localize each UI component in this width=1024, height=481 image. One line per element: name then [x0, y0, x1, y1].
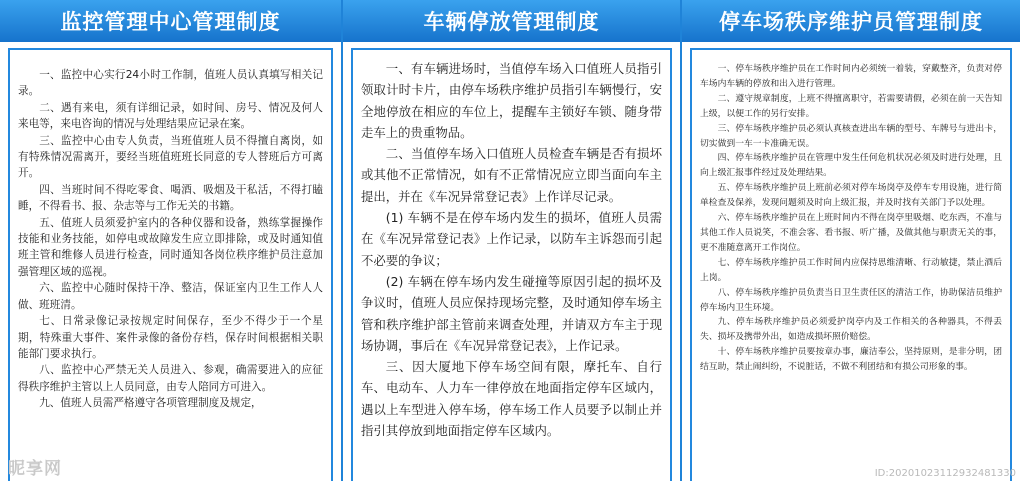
rule-paragraph: 二、遵守规章制度，上班不得擅离职守，若需要请假，必须在前一天告知上级，以便工作的另行安排。: [700, 93, 1002, 119]
rule-paragraph: 四、停车场秩序维护员在管理中发生任何危机状况必须及时进行处理，且向上级汇报事件经过及处理结果。: [700, 153, 1002, 179]
rule-paragraph: 九、值班人员需严格遵守各项管理制度及规定，: [39, 397, 262, 410]
rule-paragraph: 二、当值停车场入口值班人员检查车辆是否有损坏或其他不正常情况，如有不正常情况应立即当面向车主提出，并在《车况异常登记表》上作详尽记录。: [361, 146, 662, 204]
rule-paragraph: 六、监控中心随时保持干净、整洁，保证室内卫生工作人人做、班班清。: [18, 282, 323, 311]
watermark-logo: 昵享网: [8, 459, 62, 479]
watermark-id: ID:20201023112932481330: [874, 468, 1016, 479]
rule-paragraph: 五、停车场秩序维护员上班前必须对停车场岗亭及停车专用设施，进行简单检查及保养，发现问题须及时向上级汇报，并及时找有关部门予以处理。: [700, 183, 1002, 209]
panel-vehicle-parking: [341, 0, 682, 481]
rule-paragraph: 六、停车场秩序维护员在上班时间内不得在岗亭里吸烟、吃东西，不准与其他工作人员说笑，不准会客、看书报、听广播，及做其他与职责无关的事，更不准随意离开工作岗位。: [700, 213, 1002, 253]
rule-paragraph: 五、值班人员须爱护室内的各种仪器和设备，熟练掌握操作技能和业务技能，如停电或故障发生应立即排除，或及时通知值班主管和维修人员进行检查，同时通知各岗位秩序维护员注意加强管理区域的巡视。: [18, 216, 323, 278]
panel-parking-order-staff: [682, 0, 1020, 481]
rule-paragraph: (2) 车辆在停车场内发生碰撞等原因引起的损坏及争议时，值班人员应保持现场完整，及时通知停车场主管和秩序维护部主管前来调查处理，并请双方车主于现场协调，事后在《车况异常登记表》，上作记录。: [361, 273, 662, 353]
panel-body: [690, 48, 1012, 481]
rule-paragraph: 一、有车辆进场时，当值停车场入口值班人员指引领取计时卡片，由停车场秩序维护员指引车辆慢行，安全地停放在相应的车位上，提醒车主锁好车锁、随身带走车上的贵重物品。: [361, 61, 662, 140]
panel-body: [351, 48, 672, 481]
rule-paragraph: (1) 车辆不是在停车场内发生的损坏，值班人员需在《车况异常登记表》上作记录，以防车主诉怨而引起不必要的争议；: [361, 210, 662, 268]
rule-paragraph: 一、监控中心实行24小时工作制，值班人员认真填写相关记录。: [18, 69, 323, 98]
rule-paragraph: 七、日常录像记录按规定时间保存，至少不得少于一个星期，特殊重大事件、案件录像的备份存档，保存时间根据相关职能部门要求执行。: [18, 315, 323, 360]
rule-paragraph: 十、停车场秩序维护员要按章办事，廉洁奉公，坚持原则，是非分明，团结互助，禁止闹纠纷，不说脏话，不做不利团结和有损公司形象的事。: [700, 347, 1002, 373]
rule-paragraph: 九、停车场秩序维护员必须爱护岗亭内及工作相关的各种器具，不得丢失、损坏及携带外出，如造成损坏照价赔偿。: [700, 317, 1002, 343]
rule-paragraph: 八、停车场秩序维护员负责当日卫生责任区的清洁工作，协助保洁员维护停车场内卫生环境。: [700, 287, 1002, 313]
rule-paragraph: 三、因大厦地下停车场空间有限，摩托车、自行车、电动车、人力车一律停放在地面指定停车区域内，遇以上车型进入停车场，停车场工作人员要予以制止并指引其停放到地面指定停车区域内。: [361, 359, 662, 439]
panel-body: [8, 48, 333, 481]
rule-paragraph: 二、遇有来电，须有详细记录，如时间、房号、情况及何人来电等，来电咨询的情况与处理结果应记录在案。: [18, 101, 323, 131]
rule-paragraph: 八、监控中心严禁无关人员进入、参观，确需要进入的应征得秩序维护主管以上人员同意，由专人陪同方可进入。: [18, 364, 323, 393]
rule-paragraph: 七、停车场秩序维护员工作时间内应保持思维清晰、行动敏捷，禁止酒后上岗。: [700, 257, 1002, 283]
rule-paragraph: 三、监控中心由专人负责，当班值班人员不得擅自离岗，如有特殊情况需离开，要经当班值班班长同意的专人替班后方可离开。: [18, 134, 323, 180]
rule-paragraph: 四、当班时间不得吃零食、喝酒、吸烟及干私活，不得打瞌睡，不得看书、报、杂志等与工作无关的书籍。: [18, 183, 323, 213]
rule-paragraph: 一、停车场秩序维护员在工作时间内必须统一着装，穿戴整齐，负责对停车场内车辆的停放和出入进行管理。: [700, 64, 1002, 89]
rule-paragraph: 三、停车场秩序维护员必须认真核查进出车辆的型号、车牌号与进出卡，切实做到一车一卡准确无误。: [700, 123, 1002, 149]
panel-title: 车辆停放管理制度: [343, 0, 680, 42]
panel-title: 监控管理中心管理制度: [0, 0, 341, 42]
panel-monitoring-center: [0, 0, 341, 481]
panel-title: 停车场秩序维护员管理制度: [682, 0, 1020, 42]
